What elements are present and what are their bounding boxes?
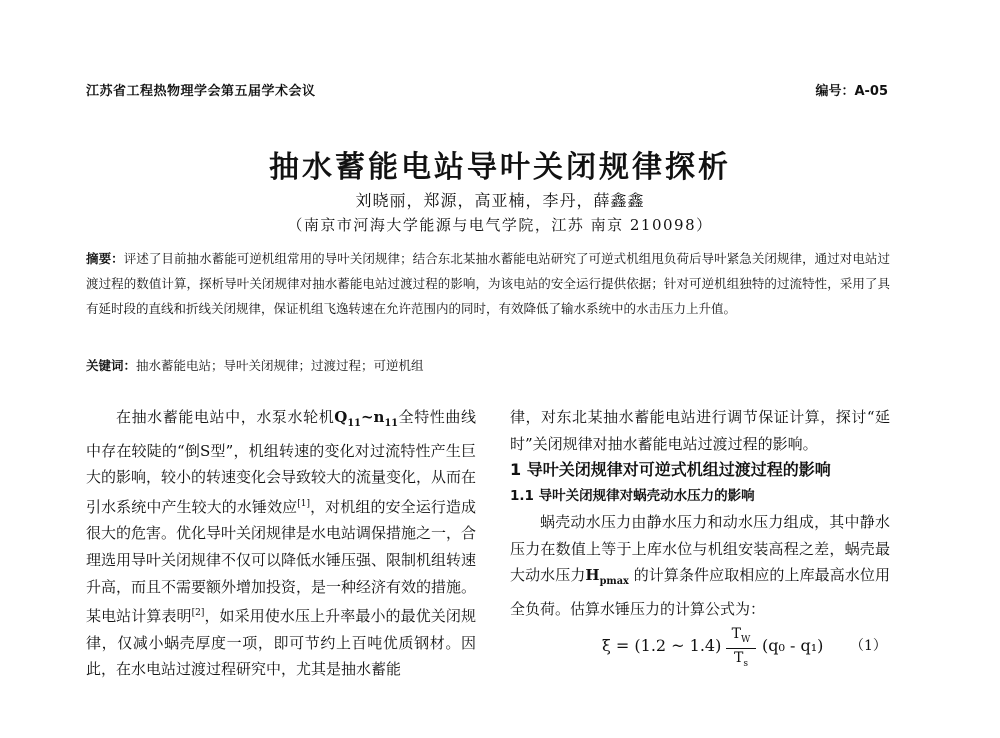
intro-paragraph	[86, 404, 476, 683]
formula-lhs: ξ = (1.2 ~ 1.4)	[602, 635, 722, 655]
citation-1: [1]	[297, 498, 310, 509]
formula-numerator: $T_W$	[726, 625, 756, 650]
abstract-label: 摘要：	[86, 251, 124, 266]
hpmax-symbol: $H_{pmax}$	[585, 566, 629, 588]
keywords	[86, 356, 890, 374]
paper-affiliation: （南京市河海大学能源与电气学院，江苏 南京 210098）	[287, 216, 713, 234]
continuation-paragraph: 律，对东北某抽水蓄能电站进行调节保证计算，探讨“延时”关闭规律对抽水蓄能电站过渡过程的影响。	[510, 408, 890, 453]
spiral-text-b: 的计算条件应取相应的上库最高水位用全负荷。估算水锤压力的计算公式为：	[510, 566, 890, 618]
formula-fraction	[726, 625, 756, 674]
conference-header	[86, 80, 888, 104]
section-1-heading: 1 导叶关闭规律对可逆式机组过渡过程的影响	[510, 460, 831, 480]
left-column	[86, 404, 476, 683]
formula-denominator: $T_s$	[733, 650, 748, 670]
keywords-label: 关键词：	[86, 358, 137, 373]
intro-text-a: 在抽水蓄能电站中，水泵水轮机	[116, 408, 335, 426]
formula-1	[510, 625, 890, 670]
keywords-text: 抽水蓄能电站；导叶关闭规律；过渡过程；可逆机组	[136, 358, 424, 373]
intro-text-b: 全特性曲线中存在较陡的“倒S型”，机组转速的变化对过流特性产生巨大的影响，较小的转速变化会导致较大的流量变化，从而在引水系统中产生较大的水锤效应	[86, 408, 477, 516]
spiral-case-paragraph	[510, 509, 890, 622]
right-column	[510, 404, 890, 670]
citation-2: [2]	[191, 608, 205, 619]
intro-text-c: ，对机组的安全运行造成很大的危害。优化导叶关闭规律是水电站调保措施之一，合理选用导叶关闭规律不仅可以降低水锤压强、限制机组转速升高，而且不需要额外增加投资，是一种经济有效的措施。某电站计算表明	[86, 497, 477, 626]
paper-code: 编号：A-05	[815, 84, 888, 99]
formula-number: （1）	[850, 637, 887, 654]
paper-title: 抽水蓄能电站导叶关闭规律探析	[269, 150, 731, 185]
paper-authors: 刘晓丽，郑源，高亚楠，李丹，薛鑫鑫	[355, 191, 645, 210]
abstract	[86, 246, 890, 321]
q11-n11-symbol: $Q_{11}\sim n_{11}$	[334, 408, 399, 429]
subsection-1-1-heading: 1.1 导叶关闭规律对蜗壳动水压力的影响	[510, 488, 755, 505]
conference-name: 江苏省工程热物理学会第五届学术会议	[86, 84, 316, 99]
formula-rhs: (q₀ - q₁)	[762, 635, 824, 655]
intro-text-d: ，如采用使水压上升率最小的最优关闭规律，仅减小蜗壳厚度一项，即可节约上百吨优质钢材。因此，在水电站过渡过程研究中，尤其是抽水蓄能	[86, 607, 476, 679]
abstract-text: 评述了目前抽水蓄能可逆机组常用的导叶关闭规律；结合东北某抽水蓄能电站研究了可逆式机组甩负荷后导叶紧急关闭规律，通过对电站过渡过程的数值计算，探析导叶关闭规律对抽水蓄能电站过渡过程的影响，为该电站的安全运行提供依据；针对可逆机组独特的过流特性，采用了具有延时段的直线和折线关闭规律，保证机组飞逸转速在允许范围内的同时，有效降低了输水系统中的水击压力上升值。	[86, 251, 890, 316]
spiral-text-a: 蜗壳动水压力由静水压力和动水压力组成，其中静水压力在数值上等于上库水位与机组安装高程之差，蜗壳最大动水压力	[510, 513, 890, 585]
